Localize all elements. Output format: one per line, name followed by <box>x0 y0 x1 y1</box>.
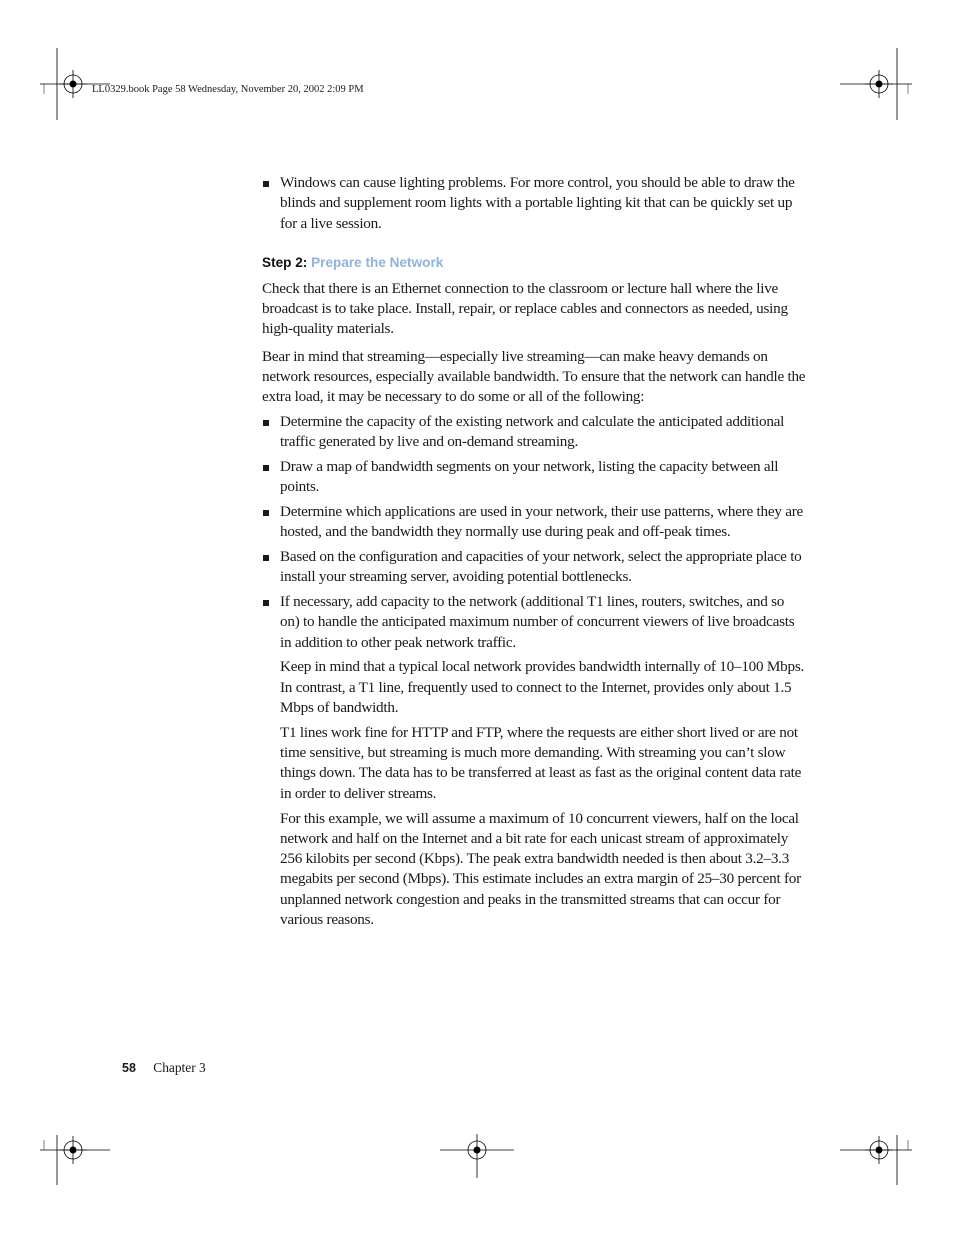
chapter-label: Chapter 3 <box>153 1060 206 1075</box>
registration-mark-bottom-center <box>440 1134 514 1178</box>
page-footer <box>122 1059 206 1077</box>
paragraph: Check that there is an Ethernet connection to the classroom or lecture hall where the live broadcast is to take place. Install, repair, or replace cables and connectors as needed, using high-quality materials. <box>262 279 788 338</box>
list-item: Draw a map of bandwidth segments on your network, listing the capacity between all points. <box>262 457 807 498</box>
list-item: Determine the capacity of the existing network and calculate the anticipated additional traffic generated by live and on-demand streaming. <box>262 412 807 453</box>
sub-paragraph: T1 lines work fine for HTTP and FTP, where the requests are either short lived or are not time sensitive, but streaming is much more demanding. With streaming you can’t slow things down. The data has to be transferred at least as fast as the original content data rate in order to deliver streams. <box>280 723 802 802</box>
sub-paragraph: Keep in mind that a typical local network provides bandwidth internally of 10–100 Mbps. In contrast, a T1 line, frequently used to connect to the Internet, provides only about 1.5 Mbps of bandwidth. <box>280 658 805 717</box>
list-item: If necessary, add capacity to the network (additional T1 lines, routers, switches, and so on) to handle the anticipated maximum number of concurrent viewers of live broadcasts in addition to other peak network traffic. <box>262 592 807 653</box>
list-item: Determine which applications are used in your network, their use patterns, where they are hosted, and the bandwidth they normally use during peak and off-peak times. <box>262 502 807 543</box>
registration-mark-bottom-right <box>840 1135 912 1185</box>
paragraph: Bear in mind that streaming—especially live streaming—can make heavy demands on network resources, especially available bandwidth. To ensure that the network can handle the extra load, it may be necessary to do some or all of the following: <box>262 347 806 406</box>
list-item: Windows can cause lighting problems. For more control, you should be able to draw the blinds and supplement room lights with a portable lighting kit that can be quickly set up for a live session. <box>262 173 807 234</box>
step-title: Prepare the Network <box>311 254 444 270</box>
sub-paragraph: For this example, we will assume a maximum of 10 concurrent viewers, half on the local network and half on the Internet and a bit rate for each unicast stream of approximately 256 kilobits per second (Kbps). The peak extra bandwidth needed is then about 3.2–3.3 megabits per second (Mbps). This estimate includes an extra margin of 25–30 percent for unplanned network congestion and peaks in the transmitted streams that can occur for various reasons. <box>280 809 801 928</box>
print-slug: LL0329.book Page 58 Wednesday, November 20, 2002 2:09 PM <box>92 84 364 95</box>
page-number: 58 <box>122 1061 136 1075</box>
registration-mark-bottom-left <box>40 1135 110 1185</box>
step-number: Step 2: <box>262 254 308 270</box>
step-heading <box>262 254 807 272</box>
list-item: Based on the configuration and capacities of your network, select the appropriate place to install your streaming server, avoiding potential bottlenecks. <box>262 547 807 588</box>
page-body <box>262 173 807 930</box>
